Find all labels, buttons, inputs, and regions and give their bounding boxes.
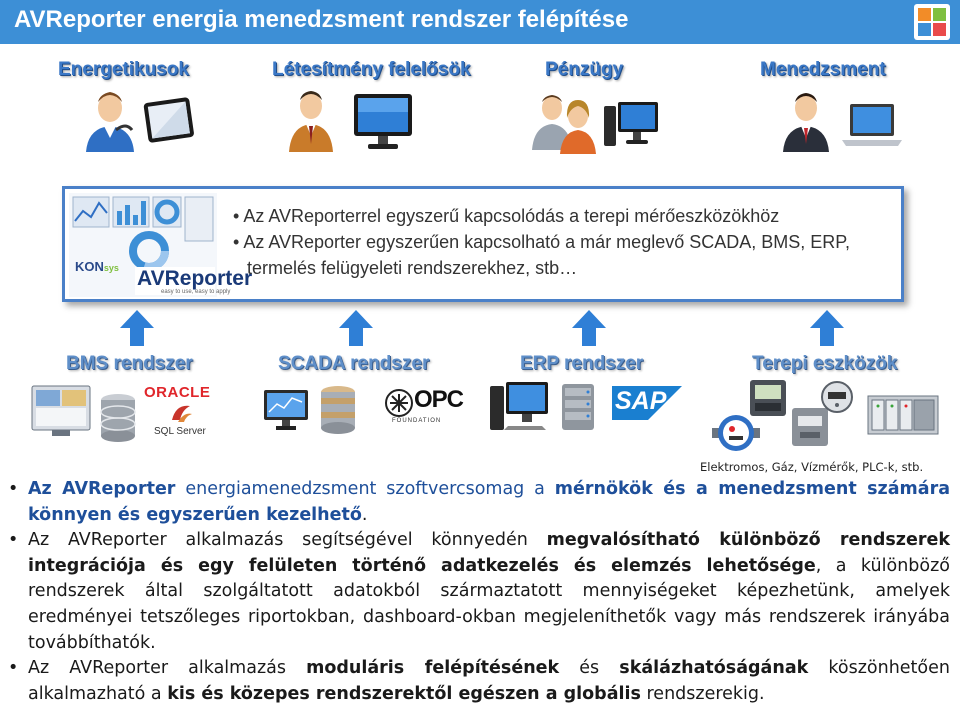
electric-meter-icon <box>748 378 788 418</box>
arrow-up-icon <box>337 308 375 348</box>
bullet-dot: • <box>233 232 240 252</box>
p1-product-name: Az AVReporter <box>28 479 176 499</box>
system-label-erp: ERP rendszer <box>520 353 644 374</box>
p3-text-1: Az AVReporter alkalmazás <box>28 658 307 679</box>
p3-text-2: és <box>559 658 620 679</box>
sqlserver-logo-icon <box>168 402 194 424</box>
engineer-person-icon <box>80 86 140 154</box>
opc-logo-text: OPC <box>414 386 464 413</box>
p1-end: . <box>361 504 368 525</box>
avreporter-logo-text: AVReporter <box>137 267 253 290</box>
oracle-logo: ORACLE <box>144 384 211 401</box>
database-icon <box>98 392 138 444</box>
system-label-scada: SCADA rendszer <box>278 353 430 374</box>
box-bullet-1-text: Az AVReporterrel egyszerű kapcsolódás a terepi mérőeszközökhöz <box>243 206 780 226</box>
power-meter-icon <box>820 380 854 414</box>
p3-text-4: rendszerekig. <box>640 683 765 704</box>
monitor-icon <box>352 92 414 152</box>
konsys-brand-sub: sys <box>103 263 119 273</box>
description-text <box>6 477 950 704</box>
bms-dashboard-icon <box>30 384 92 440</box>
p2-highlight: megvalósítható különböző rendszerek integrációja és egy felületen történő adatkezelés és elemzés lehetősége <box>28 530 951 576</box>
avreporter-box <box>62 186 904 302</box>
company-logo-icon <box>912 2 952 42</box>
p3-highlight-2: skálázhatóságának <box>619 658 809 679</box>
laptop-icon <box>840 102 904 148</box>
p2-text-end: , a különböző rendszerek által szolgáltatott adatokból származtatott mennyiségeket képezhetünk, amelyek eredményei tetszőleges riportokban, dashboard-okban megjeleníthetők vagy más rendszerek irányába továbbíthatók. <box>28 555 950 653</box>
database-icon <box>318 384 358 436</box>
erp-workstation-icon <box>488 380 550 436</box>
manager-person-icon <box>780 88 832 154</box>
title-bar <box>0 0 960 44</box>
box-bullet-2-text: Az AVReporter egyszerűen kapcsolható a már meglevő SCADA, BMS, ERP, termelés felügyeleti rendszerekhez, stb… <box>243 232 850 278</box>
p3-highlight-3: kis és közepes rendszerektől egészen a globális <box>167 683 641 704</box>
scada-monitor-icon <box>262 388 310 432</box>
paragraph-2 <box>6 528 950 656</box>
tablet-icon <box>140 94 198 148</box>
plc-module-icon <box>866 392 940 438</box>
paragraph-3 <box>6 656 950 704</box>
p2-text-start: Az AVReporter alkalmazás segítségével könnyedén <box>28 530 547 551</box>
konsys-brand-text: KON <box>75 259 104 274</box>
role-label-energetikusok: Energetikusok <box>58 59 189 80</box>
finance-team-icon <box>530 88 602 156</box>
system-label-terepi: Terepi eszközök <box>752 353 898 374</box>
bullet-dot: • <box>8 479 19 499</box>
field-devices-note: Elektromos, Gáz, Vízmérők, PLC-k, stb. <box>700 460 924 474</box>
p1-highlight: mérnökök és a menedzsment számára könnyen és egyszerűen kezelhető <box>28 479 951 525</box>
avreporter-bullets <box>233 203 893 281</box>
box-bullet-1 <box>233 203 893 229</box>
opc-foundation-text: FOUNDATION <box>392 418 442 424</box>
desktop-pc-icon <box>602 98 660 152</box>
p3-text-3: köszönhetően alkalmazható a <box>28 658 950 704</box>
arrow-up-icon <box>570 308 608 348</box>
arrow-up-icon <box>808 308 846 348</box>
sqlserver-logo-text: SQL Server <box>154 426 206 437</box>
p3-highlight-1: moduláris felépítésének <box>306 658 560 679</box>
system-label-bms: BMS rendszer <box>66 353 193 374</box>
box-bullet-2 <box>233 229 893 281</box>
page-title: AVReporter energia menedzsment rendszer felépítése <box>14 6 629 33</box>
bullet-dot: • <box>233 206 240 226</box>
bullet-dot: • <box>8 530 19 551</box>
role-label-menedzsment: Menedzsment <box>760 59 886 80</box>
sap-logo-text: SAP <box>615 387 667 415</box>
server-rack-icon <box>560 382 596 432</box>
opc-logo-icon <box>384 388 414 418</box>
avreporter-slogan: easy to use, easy to apply <box>161 289 231 295</box>
bullet-dot: • <box>8 658 19 679</box>
role-label-penzugy: Pénzügy <box>545 59 624 80</box>
role-label-letesitmeny: Létesítmény felelősök <box>272 59 471 80</box>
p1-text: energiamenedzsment szoftvercsomag a <box>175 479 555 499</box>
konsys-brand <box>75 259 119 274</box>
facility-manager-person-icon <box>286 86 336 154</box>
paragraph-1 <box>6 477 950 528</box>
arrow-up-icon <box>118 308 156 348</box>
